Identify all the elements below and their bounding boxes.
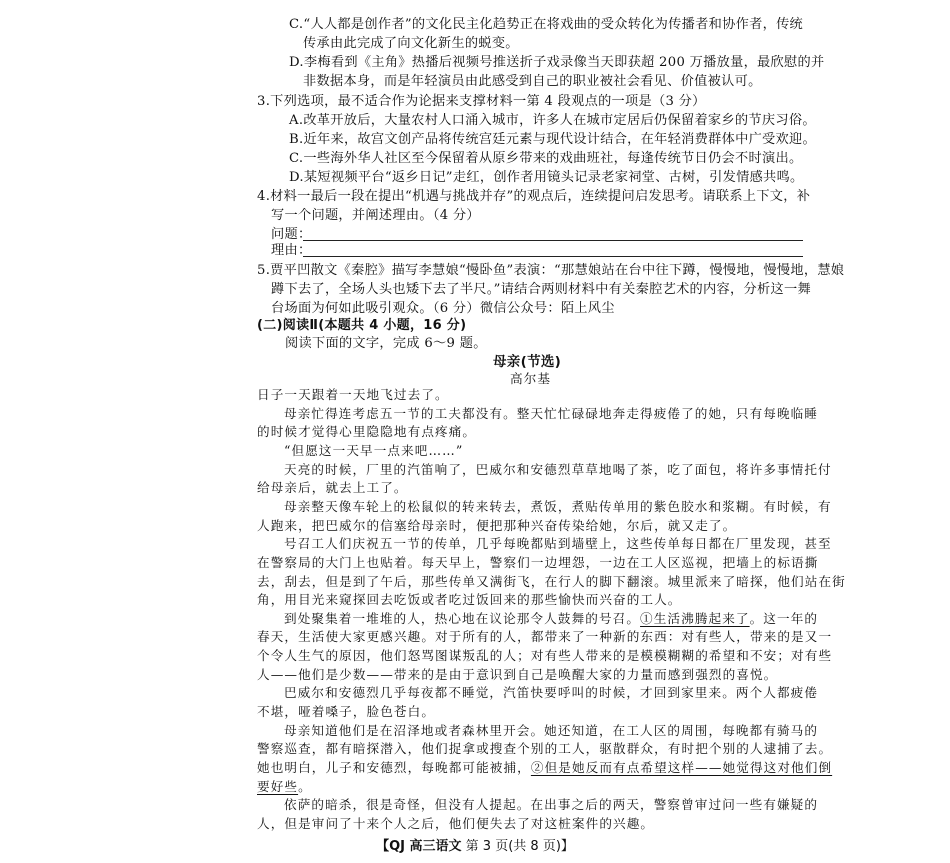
passage-p7-line1-post: 。这一年的	[749, 611, 819, 626]
page-footer	[0, 835, 950, 854]
passage-p9-line3	[257, 759, 832, 777]
passage-p7-line2: 春天，生活使大家更感兴趣。对于所有的人，都带来了一种新的东西：对有些人，带来的是又一	[257, 629, 833, 644]
passage-p6-line3: 去，刮去，但是到了午后，那些传单又满街飞，在行人的脚下翻滚。城里派来了暗探，他们站在街	[257, 574, 846, 589]
passage-p7-line1	[284, 610, 818, 628]
footer-page-number: 第 3 页(共 8 页)】	[465, 839, 574, 854]
passage-p9-line2: 警察巡查，都有暗探潜入，他们捉拿或搜查个别的工人，驱散群众，有时把个别的人逮捕了去。	[257, 741, 833, 756]
passage-p9-line4-part-2: 。	[298, 779, 312, 794]
option-c-line2: 传承由此完成了向文化新生的蜕变。	[303, 36, 519, 51]
passage-p3: “但愿这一天早一点来吧……”	[284, 443, 464, 458]
passage-p10-line2	[257, 815, 654, 833]
passage-p10-line1-part-1: 依萨的暗杀，很是奇怪，但没有人提起。在出事之后的两天，警察曾审过问一些有嫌疑的	[284, 797, 819, 812]
passage-p4-line2: 给母亲后，就去上工了。	[257, 480, 408, 495]
passage-p1: 日子一天跟着一天地飞过去了。	[257, 387, 449, 402]
question-4-question-label: 问题：	[271, 227, 312, 242]
passage-p5-line1: 母亲整天像车轮上的松鼠似的转来转去，煮饭，煮贴传单用的紫色胶水和浆糊。有时候，有	[284, 499, 832, 514]
passage-p10-line1	[284, 796, 818, 814]
footer-exam-tag: 【QJ 高三语文	[376, 839, 462, 854]
passage-author: 高尔基	[510, 371, 552, 386]
question-4-answer-line-2	[303, 256, 803, 257]
section-instruction: 阅读下面的文字，完成 6～9 题。	[285, 336, 487, 351]
passage-p10-line2-part-1: 人，但是审问了十来个人之后，他们便失去了对这桩案件的兴趣。	[257, 816, 655, 831]
option-d-line1: D.李梅看到《主角》热播后视频号推送折子戏录像当天即获超 200 万播放量，最欣慰的并	[289, 55, 825, 70]
passage-p9-line1: 母亲知道他们是在沼泽地或者森林里开会。她还知道，在工人区的周围，每晚都有骑马的	[284, 723, 819, 738]
passage-p7-line3: 个令人生气的原因，他们怒骂图谋叛乱的人；对有些人带来的是模模糊糊的希望和不安；对有些	[257, 648, 833, 663]
question-5-line1: 5.贾平凹散文《秦腔》描写李慧娘“慢卧鱼”表演：“那慧娘站在台中往下蹲，慢慢地，慢慢地，慧娘	[257, 263, 845, 278]
passage-p8-line2: 不堪，哑着嗓子，脸色苍白。	[257, 704, 436, 719]
option-c-line1: C.“人人都是创作者”的文化民主化趋势正在将戏曲的受众转化为传播者和协作者，传统	[289, 17, 804, 32]
question-5-line3: 台场面为何如此吸引观众。（6 分）微信公众号：陌上风尘	[271, 301, 615, 316]
underlined-sentence-1: ①生活沸腾起来了	[640, 611, 750, 626]
question-3-option-b: B.近年来，故宫文创产品将传统宫廷元素与现代设计结合，在年轻消费群体中广受欢迎。	[289, 132, 817, 147]
question-3-option-d: D.某短视频平台“返乡日记”走红，创作者用镜头记录老家祠堂、古树，引发情感共鸣。	[289, 170, 804, 185]
question-4-line1: 4.材料一最后一段在提出“机遇与挑战并存”的观点后，连续提问启发思考。请联系上下文，补	[257, 189, 811, 204]
option-d-line2: 非数据本身，而是年轻演员由此感受到自己的职业被社会看见、价值被认可。	[303, 74, 762, 89]
passage-p6-line2: 在警察局的大门上也贴着。每天早上，警察们一边埋怨，一边在工人区巡视，把墙上的标语撕	[257, 555, 819, 570]
passage-p8-line1: 巴威尔和安德烈几乎每夜都不睡觉，汽笛快要呼叫的时候，才回到家里来。两个人都疲倦	[284, 685, 819, 700]
passage-p9-line3-part-1: 她也明白，儿子和安德烈，每晚都可能被捕，	[257, 760, 531, 775]
passage-p9-line3-part-2: ②但是她反而有点希望这样——她觉得这对他们倒	[530, 760, 833, 775]
passage-p7-line4: 人——他们是少数——带来的是由于意识到自己是唤醒大家的力量而感到强烈的喜悦。	[257, 667, 778, 682]
passage-p7-line1-pre: 到处聚集着一堆堆的人，热心地在议论那令人鼓舞的号召。	[284, 611, 641, 626]
passage-p5-line2: 人跑来，把巴威尔的信塞给母亲时，便把那种兴奋传染给她，尔后，就又走了。	[257, 518, 737, 533]
question-3-option-c: C.一些海外华人社区至今保留着从原乡带来的戏曲班社，每逢传统节日仍会不时演出。	[289, 151, 803, 166]
passage-p9-line4-part-1: 要好些	[257, 779, 299, 794]
passage-p2-line1: 母亲忙得连考虑五一节的工夫都没有。整天忙忙碌碌地奔走得疲倦了的她，只有每晚临睡	[284, 406, 819, 421]
question-4-line2: 写一个问题，并阐述理由。（4 分）	[271, 208, 480, 223]
question-4-reason-label: 理由：	[271, 243, 312, 258]
question-5-line2: 蹲下去了，全场人头也矮下去了半尺。”请结合两则材料中有关秦腔艺术的内容，分析这一舞	[271, 282, 811, 297]
passage-title: 母亲(节选)	[493, 354, 562, 370]
passage-p4-line1: 天亮的时候，厂里的汽笛响了，巴威尔和安德烈草草地喝了茶，吃了面包，将许多事情托付	[284, 462, 832, 477]
passage-p6-line1: 号召工人们庆祝五一节的传单，几乎每晚都贴到墙壁上，这些传单每日都在厂里发现，甚至	[284, 536, 832, 551]
section-header: (二)阅读Ⅱ(本题共 4 小题，16 分)	[257, 318, 467, 333]
passage-p6-line4: 角，用目光来窥探回去吃饭或者吃过饭回来的那些愉快而兴奋的工人。	[257, 592, 682, 607]
passage-p9-line4	[257, 778, 312, 796]
question-4-answer-line-1	[303, 240, 803, 241]
question-3-stem: 3.下列选项，最不适合作为论据来支撑材料一第 4 段观点的一项是（3 分）	[257, 94, 706, 109]
passage-p2-line2: 的时候才觉得心里隐隐地有点疼痛。	[257, 424, 477, 439]
question-3-option-a: A.改革开放后，大量农村人口涌入城市，许多人在城市定居后仍保留着家乡的节庆习俗。	[289, 113, 816, 128]
